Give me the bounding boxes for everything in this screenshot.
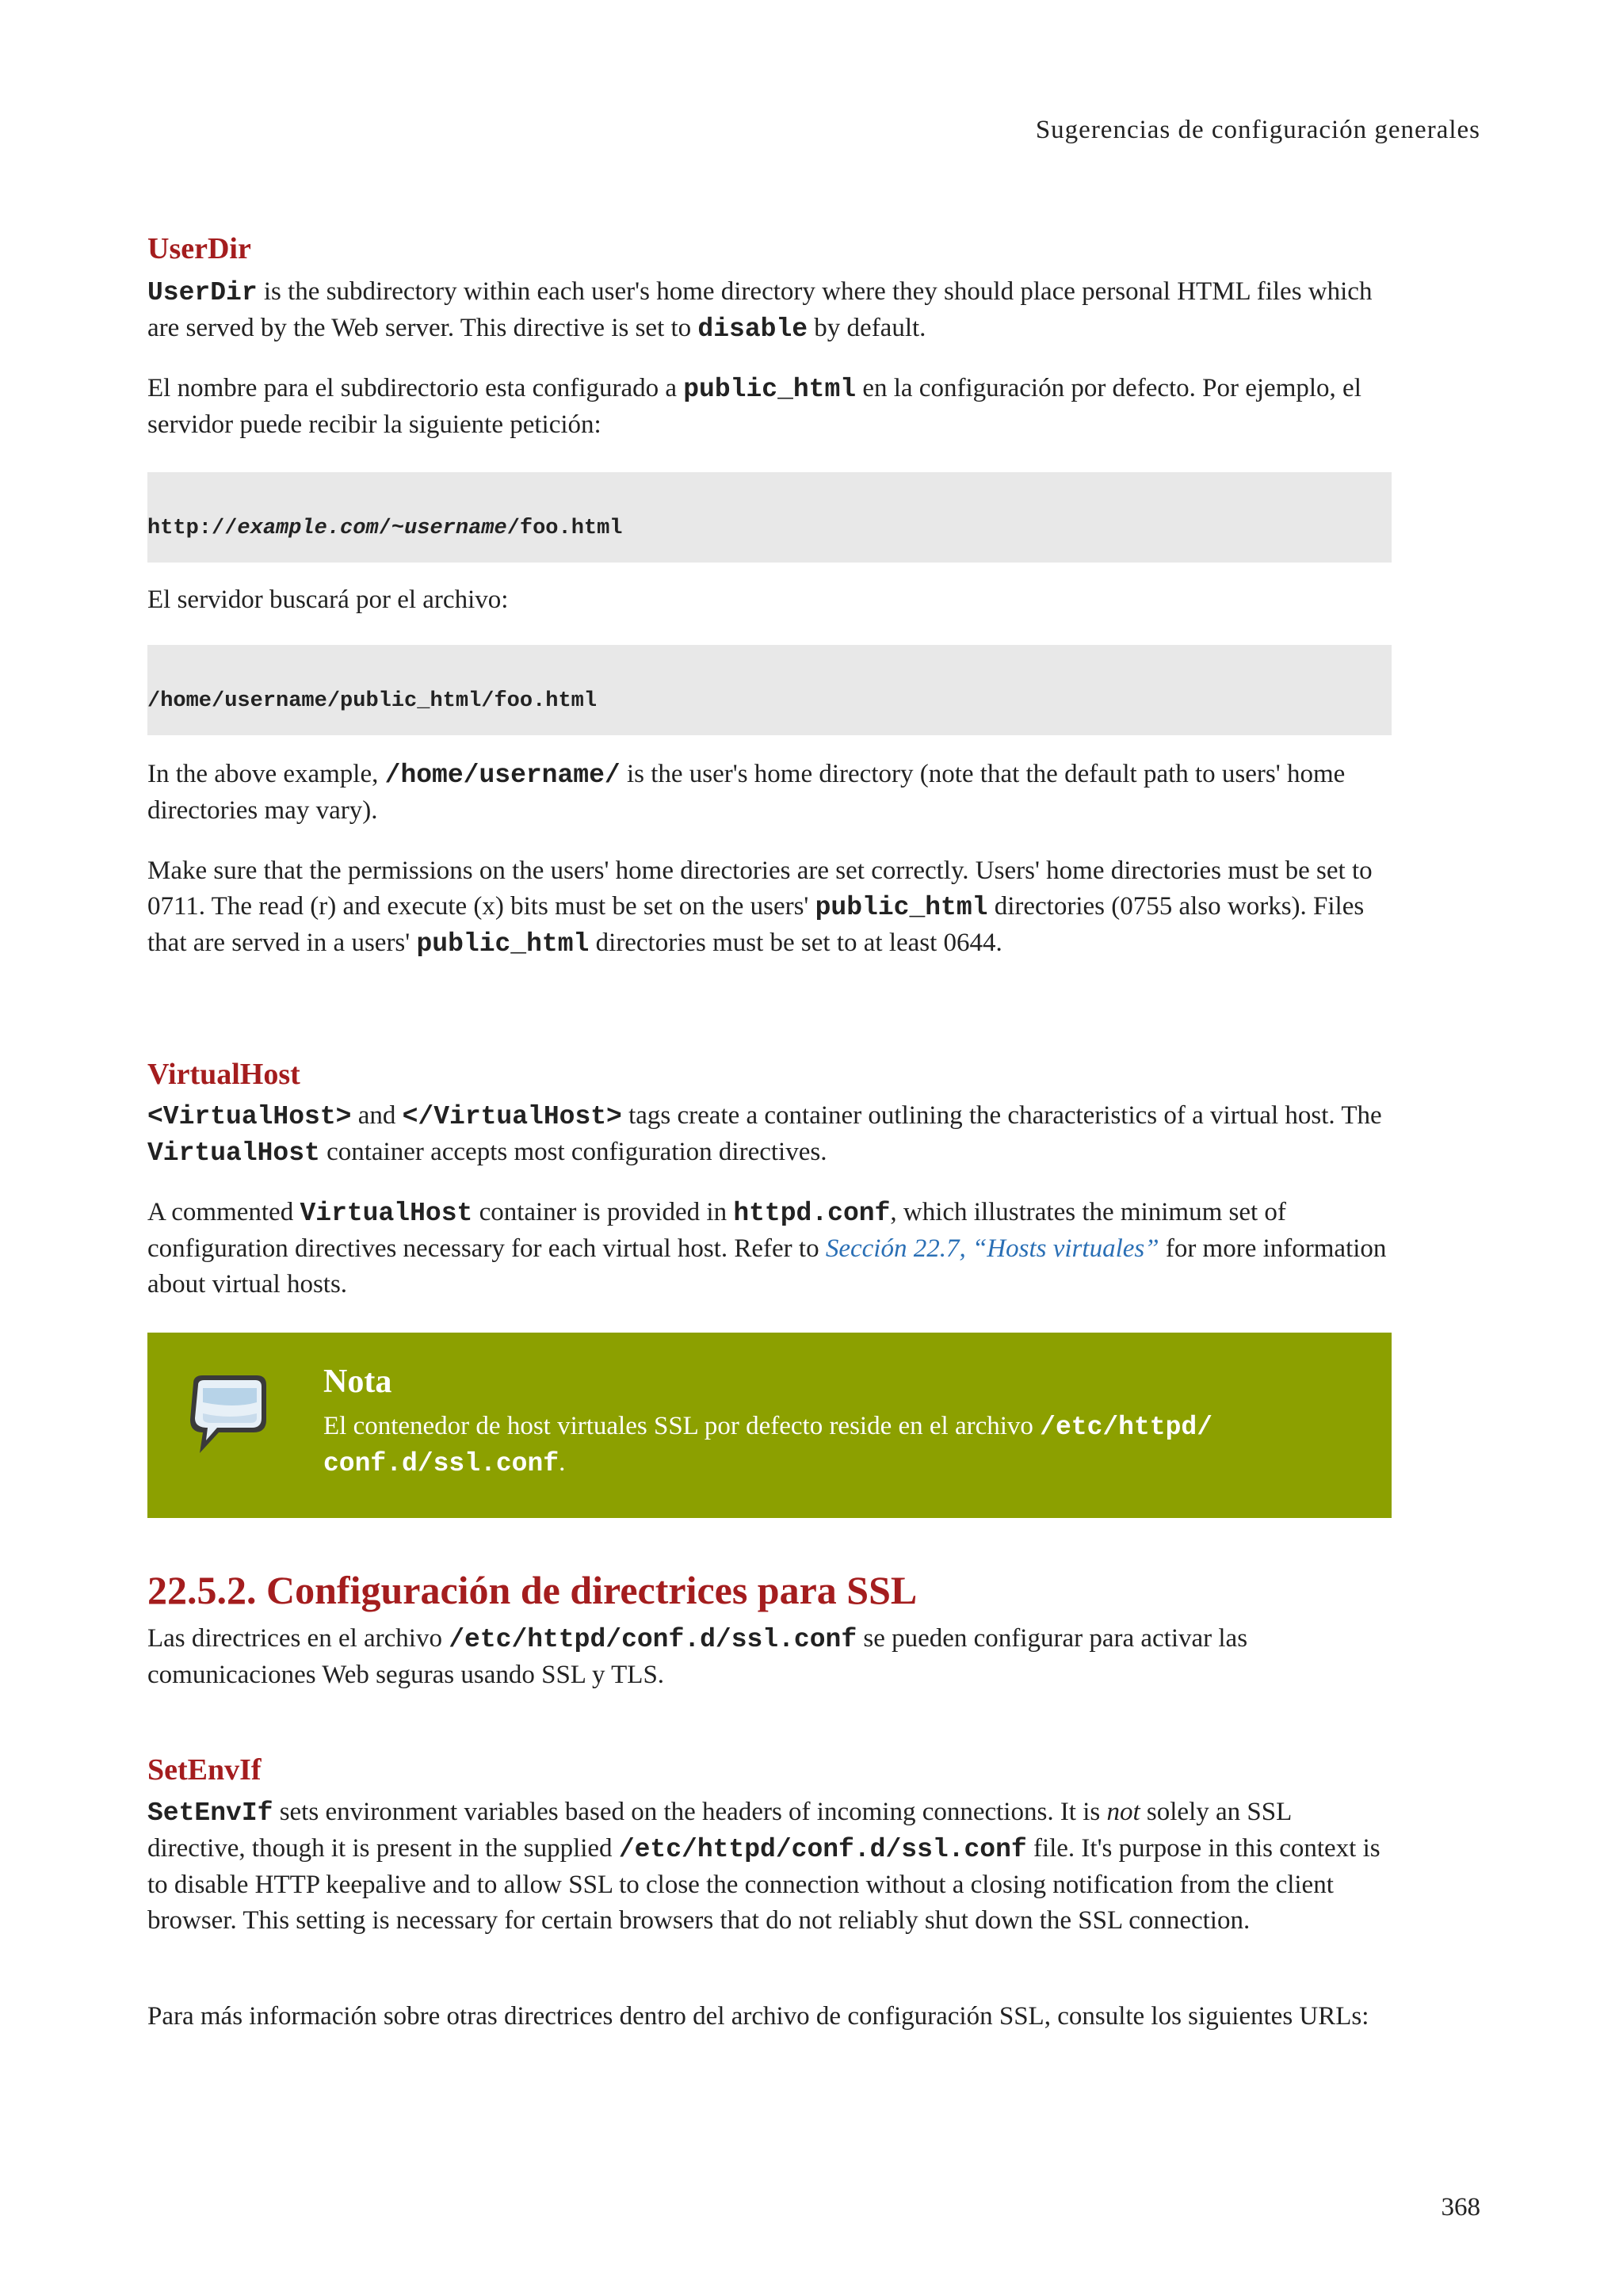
link-hosts-virtuales[interactable]: Sección 22.7, “Hosts virtuales”: [825, 1234, 1159, 1263]
note-title: Nota: [323, 1363, 392, 1400]
term-userdir: UserDir: [147, 232, 251, 265]
text: directories (0755 also works). Files that are served in a users': [147, 892, 1365, 957]
code-path: /home/username/public_html/foo.html: [147, 689, 598, 713]
text: se pueden configurar para activar las comunicaciones Web seguras usando SSL y TLS.: [147, 1624, 1248, 1689]
code-url-sep: /~: [378, 517, 405, 540]
inline-code: VirtualHost: [147, 1138, 320, 1168]
text: In the above example,: [147, 760, 385, 788]
section-paragraph-1: [147, 1621, 1392, 1693]
text: directories must be set to at least 0644.: [589, 929, 1002, 957]
text: Make sure that the permissions on the users' home directories are set correctly. Users' home directories must be set to 0711. The read (r) and execute (x) bits must be set on the users': [147, 856, 1373, 921]
inline-code: disable: [697, 315, 808, 344]
userdir-paragraph-5: [147, 853, 1392, 962]
code-block-url: [147, 472, 1392, 563]
text: El nombre para el subdirectorio esta configurado a: [147, 374, 684, 402]
virtualhost-paragraph-1: [147, 1098, 1392, 1171]
inline-code: SetEnvIf: [147, 1798, 273, 1828]
text: is the user's home directory (note that the default path to users' home directories may vary).: [147, 760, 1346, 825]
note-box: [147, 1333, 1392, 1518]
text: file. It's purpose in this context is to disable HTTP keepalive and to allow SSL to close the connection without a closing notification from the client browser. This setting is necessary for certain browsers that do not reliably shut down the SSL connection.: [147, 1834, 1381, 1935]
inline-code: /etc/httpd/conf.d/ssl.conf: [618, 1835, 1027, 1864]
inline-code: public_html: [815, 893, 988, 922]
section-title: 22.5.2. Configuración de directrices para SSL: [147, 1568, 918, 1612]
running-header: Sugerencias de configuración generales: [1035, 116, 1480, 144]
userdir-paragraph-3: El servidor buscará por el archivo:: [147, 585, 509, 614]
text: El contenedor de host virtuales SSL por defecto reside en el archivo: [323, 1412, 1041, 1440]
inline-code: /etc/httpd/conf.d/ssl.conf: [449, 1625, 857, 1654]
text: solely an SSL directive, though it is present in the supplied: [147, 1798, 1292, 1863]
emphasis: not: [1106, 1798, 1140, 1826]
speech-bubble-icon: [179, 1369, 274, 1464]
inline-code: /etc/httpd/ conf.d/ssl.conf: [323, 1413, 1212, 1478]
inline-code: VirtualHost: [300, 1199, 473, 1228]
text: container is provided in: [472, 1198, 734, 1226]
text: sets environment variables based on the headers of incoming connections. It is: [273, 1798, 1107, 1826]
text: by default.: [808, 314, 926, 342]
code-block-path: [147, 645, 1392, 735]
inline-code: <VirtualHost>: [147, 1102, 352, 1131]
code-url-user: username: [404, 517, 507, 540]
setenvif-paragraph-1: [147, 1794, 1392, 1939]
userdir-paragraph-2: [147, 371, 1392, 443]
text: en la configuración por defecto. Por ejemplo, el servidor puede recibir la siguiente petición:: [147, 374, 1361, 439]
inline-code: public_html: [683, 375, 857, 404]
inline-code: public_html: [416, 929, 590, 959]
code-url-file: /foo.html: [506, 517, 623, 540]
text: tags create a container outlining the characteristics of a virtual host. The: [621, 1101, 1382, 1130]
text: A commented: [147, 1198, 300, 1226]
page-number: 368: [1441, 2193, 1480, 2222]
code-url: [147, 517, 623, 540]
inline-code: </VirtualHost>: [402, 1102, 622, 1131]
text: for more information about virtual hosts.: [147, 1234, 1387, 1299]
text: Las directrices en el archivo: [147, 1624, 449, 1653]
text: .: [559, 1448, 566, 1477]
term-virtualhost: VirtualHost: [147, 1058, 300, 1091]
term-setenvif: SetEnvIf: [147, 1753, 262, 1787]
setenvif-paragraph-2: Para más información sobre otras directrices dentro del archivo de configuración SSL, consulte los siguientes URLs:: [147, 2002, 1369, 2031]
userdir-paragraph-1: [147, 274, 1392, 347]
inline-code: UserDir: [147, 278, 258, 307]
text: is the subdirectory within each user's home directory where they should place personal HTML files which are served by the Web server. This directive is set to: [147, 277, 1373, 342]
text: container accepts most configuration directives.: [319, 1138, 827, 1166]
code-url-prefix: http://: [147, 517, 238, 540]
text: and: [351, 1101, 403, 1130]
userdir-paragraph-4: [147, 757, 1392, 829]
inline-code: /home/username/: [384, 761, 621, 790]
text: , which illustrates the minimum set of configuration directives necessary for each virtual host. Refer to: [147, 1198, 1286, 1263]
code-url-host: example.com: [237, 517, 379, 540]
note-body: [323, 1409, 1361, 1482]
inline-code: httpd.conf: [733, 1199, 891, 1228]
virtualhost-paragraph-2: [147, 1195, 1392, 1302]
